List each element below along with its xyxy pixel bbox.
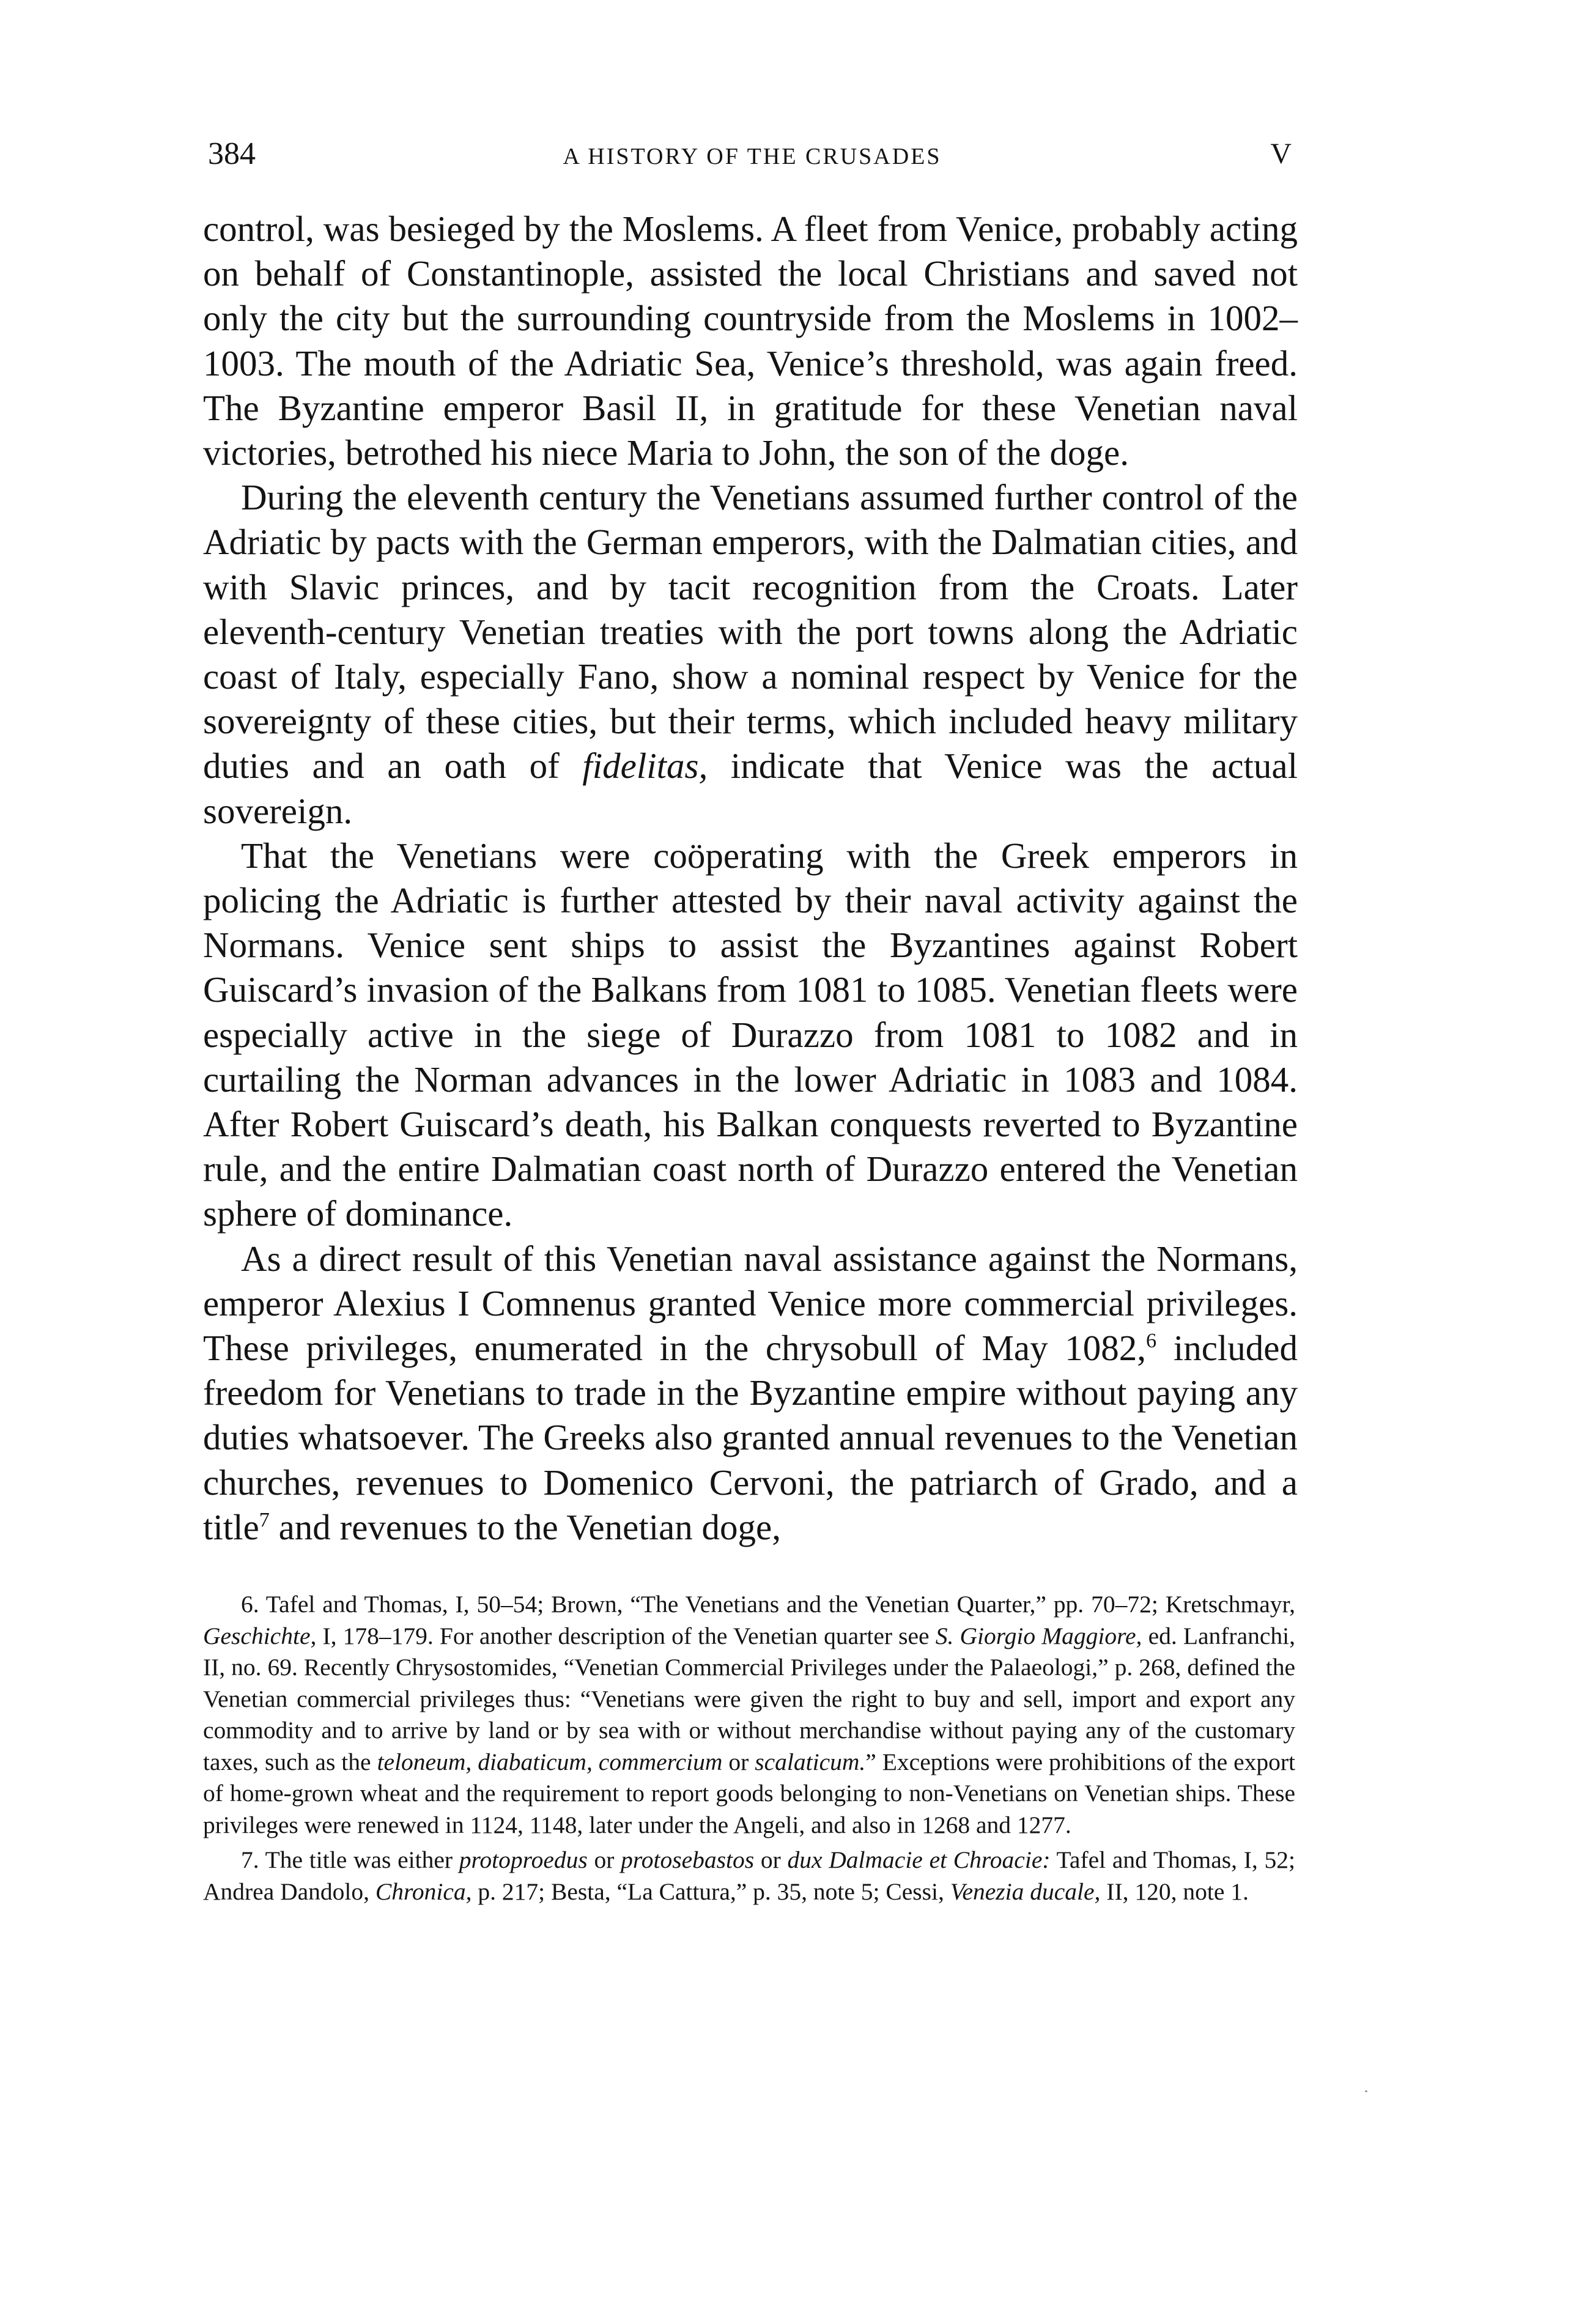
fn6-text-d: or — [722, 1748, 755, 1775]
paragraph-2-end: indicate that Venice was the actual sovereign. — [203, 746, 1298, 831]
fn6-text-c: ed. Lanfranchi, II, no. 69. Recently Chrysostomides, “Venetian Commercial Privileges under the Palaeologi,” p. 268, defined the Venetian commercial privileges thus: “Venetians were given the right to buy and sell, import and export any commodity and to arrive by land or by sea with or without merchandise without paying any of the customary taxes, such as the — [203, 1622, 1295, 1775]
paragraph-2 — [203, 475, 1298, 834]
fn7-italic-3: dux Dalmacie et Chroacie: — [787, 1846, 1051, 1873]
paragraph-2-text: During the eleventh century the Venetians assumed further control of the Adriatic by pacts with the German emperors, with the Dalmatian cities, and with Slavic princes, and by tacit recognition from the Croats. Later eleventh-century Venetian treaties with the port towns along the Adriatic coast of Italy, especially Fano, show a nominal respect by Venice for the sovereignty of these cities, but their terms, which included heavy military duties and an oath of — [203, 477, 1298, 786]
fn7-italic-2: protosebastos — [621, 1846, 755, 1873]
fn6-italic-4: scalaticum. — [755, 1748, 866, 1775]
footnote-ref-7: 7 — [259, 1508, 270, 1531]
footnote-6 — [203, 1589, 1295, 1841]
footnote-7 — [203, 1845, 1295, 1908]
paragraph-1: control, was besieged by the Moslems. A fleet from Venice, probably acting on behalf of Constantinople, assisted the local Christians and saved not only the city but the surrounding countryside from the Moslems in 1002–1003. The mouth of the Adriatic Sea, Venice’s threshold, was again freed. The Byzantine emperor Basil II, in gratitude for these Venetian naval victories, betrothed his niece Maria to John, the son of the doge. — [203, 209, 1298, 473]
fn7-text-c: or — [754, 1846, 788, 1873]
paragraph-4 — [203, 1237, 1298, 1550]
paragraph-4-text-c: and revenues to the Venetian doge, — [269, 1506, 781, 1547]
fn6-italic-3: teloneum, diabaticum, commercium — [377, 1748, 723, 1775]
main-text — [203, 207, 1298, 1550]
paragraph-3: That the Venetians were coöperating with the Greek emperors in policing the Adriatic is further attested by their naval activity against the Normans. Venice sent ships to assist the Byzantines against Robert Guiscard’s invasion of the Balkans from 1081 to 1085. Venetian fleets were especially active in the siege of Durazzo from 1081 to 1082 and in curtailing the Norman advances in the lower Adriatic in 1083 and 1084. After Robert Guiscard’s death, his Balkan conquests reverted to Byzantine rule, and the entire Dalmatian coast north of Durazzo entered the Venetian sphere of dominance. — [203, 835, 1298, 1234]
running-head — [208, 136, 1296, 172]
running-title: A HISTORY OF THE CRUSADES — [563, 144, 942, 169]
fn6-italic-2: S. Giorgio Maggiore, — [935, 1622, 1142, 1649]
paragraph-4-text-a: As a direct result of this Venetian naval assistance against the Normans, emperor Alexius I Comnenus granted Venice more commercial privileges. These privileges, enumerated in the chrysobull of May 1082, — [203, 1238, 1298, 1369]
fn7-text-b: or — [587, 1846, 621, 1873]
scan-speck — [1365, 2090, 1367, 2092]
fn6-italic-1: Geschichte, — [203, 1622, 317, 1649]
fn7-text-f: II, 120, note 1. — [1100, 1878, 1249, 1905]
fn7-text-a: 7. The title was either — [241, 1846, 459, 1873]
fn6-text-e: ” Exceptions were prohibitions of the export of home-grown wheat and the requirement to report goods belonging to non-Venetians on Venetian ships. These privileges were renewed in 1124, 1148, later under the Angeli, and also in 1268 and 1277. — [203, 1748, 1295, 1838]
fn7-text-e: p. 217; Besta, “La Cattura,” p. 35, note 5; Cessi, — [471, 1878, 950, 1905]
page-number: 384 — [208, 136, 256, 171]
fn7-italic-4: Chronica, — [375, 1878, 472, 1905]
italic-fidelitas: fidelitas, — [582, 746, 708, 786]
fn6-text-b: I, 178–179. For another description of the Venetian quarter see — [316, 1622, 936, 1649]
footnote-ref-6: 6 — [1146, 1329, 1157, 1352]
part-number: V — [1270, 138, 1292, 170]
fn6-text-a: 6. Tafel and Thomas, I, 50–54; Brown, “The Venetians and the Venetian Quarter,” pp. 70–72; Kretschmayr, — [241, 1591, 1295, 1618]
paragraph-4-text-b: included freedom for Venetians to trade in the Byzantine empire without paying any duties whatsoever. The Greeks also granted annual revenues to the Venetian churches, revenues to Domenico Cervoni, the patriarch of Grado, and a title — [203, 1328, 1298, 1547]
fn7-italic-1: protoproedus — [459, 1846, 588, 1873]
fn7-italic-5: Venezia ducale, — [950, 1878, 1101, 1905]
fn7-text-d: Tafel and Thomas, I, 52; Andrea Dandolo, — [203, 1846, 1295, 1905]
footnotes — [203, 1589, 1295, 1911]
